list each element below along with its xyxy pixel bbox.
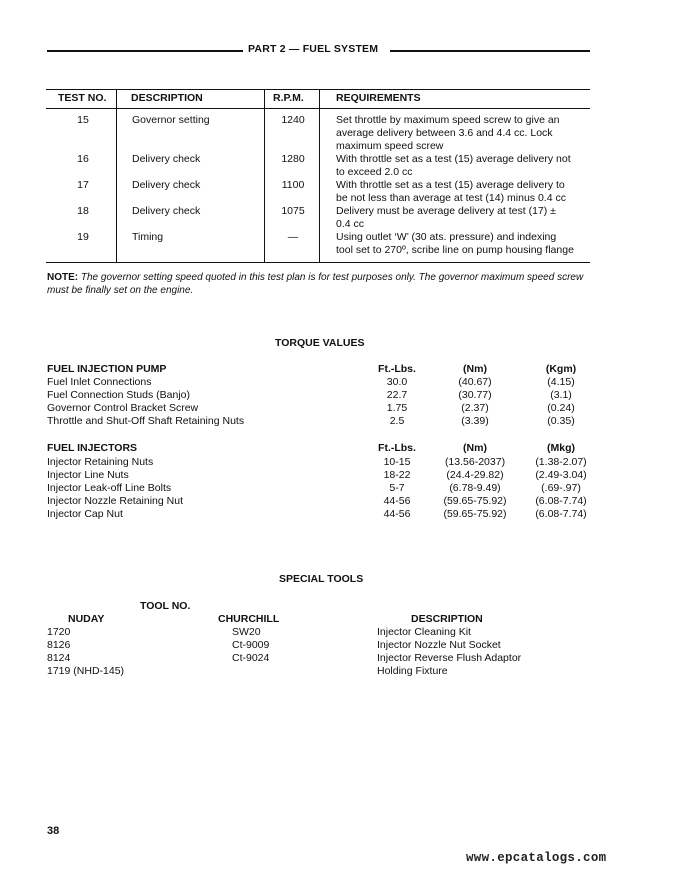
torque-col-header: Ft.-Lbs.	[378, 442, 416, 454]
test-no: 15	[77, 114, 89, 126]
torque-ftlbs: 30.0	[386, 376, 408, 388]
table-header-description: DESCRIPTION	[131, 92, 203, 104]
table-top-rule	[46, 89, 590, 90]
test-requirement-line: be not less than average at test (14) minus 0.4 cc	[336, 192, 566, 204]
torque-ftlbs: 2.5	[389, 415, 405, 427]
torque-nm: (6.78-9.49)	[449, 482, 501, 494]
torque-item: Injector Retaining Nuts	[47, 456, 154, 468]
test-requirement-line: tool set to 270º, scribe line on pump housing flange	[336, 244, 574, 256]
note-paragraph	[47, 271, 607, 297]
torque-kgm: (6.08-7.74)	[535, 508, 587, 520]
tool-churchill: Ct-9009	[232, 639, 270, 651]
test-no: 19	[77, 231, 89, 243]
test-description: Timing	[132, 231, 164, 243]
table-header-rule	[46, 108, 590, 109]
test-no: 16	[77, 153, 89, 165]
torque-nm: (2.37)	[461, 402, 489, 414]
note-text: The governor setting speed quoted in this test plan is for test purposes only. The governor maximum speed screw must be finally set on the engine.	[47, 272, 584, 296]
torque-col-header: (Nm)	[463, 363, 487, 375]
header-rule-right	[390, 50, 590, 52]
tool-description: Injector Reverse Flush Adaptor	[377, 652, 522, 664]
torque-kgm: (6.08-7.74)	[535, 495, 587, 507]
tools-header-nuday: NUDAY	[68, 613, 105, 625]
test-requirement-line: With throttle set as a test (15) average delivery to	[336, 179, 565, 191]
test-requirement-line: Set throttle by maximum speed screw to give an	[336, 114, 560, 126]
torque-kgm: (0.24)	[547, 402, 575, 414]
test-requirement-line: average delivery between 3.6 and 4.4 cc. Lock	[336, 127, 553, 139]
tools-header-description: DESCRIPTION	[411, 613, 483, 625]
torque-ftlbs: 1.75	[386, 402, 408, 414]
table-col-divider	[264, 89, 265, 262]
torque-group-heading: FUEL INJECTION PUMP	[47, 363, 167, 375]
torque-item: Governor Control Bracket Screw	[47, 402, 199, 414]
test-rpm: 1100	[281, 179, 305, 191]
torque-item: Throttle and Shut-Off Shaft Retaining Nuts	[47, 415, 245, 427]
test-description: Governor setting	[132, 114, 210, 126]
test-requirement-line: Using outlet ‘W’ (30 ats. pressure) and indexing	[336, 231, 557, 243]
torque-kgm: (0.35)	[547, 415, 575, 427]
table-header-rpm: R.P.M.	[273, 92, 304, 104]
torque-kgm: (.69-.97)	[541, 482, 581, 494]
torque-nm: (24.4-29.82)	[446, 469, 504, 481]
test-description: Delivery check	[132, 153, 201, 165]
section-title: PART 2 — FUEL SYSTEM	[248, 43, 379, 55]
torque-item: Fuel Inlet Connections	[47, 376, 152, 388]
header-rule-left	[47, 50, 243, 52]
tool-description: Injector Cleaning Kit	[377, 626, 471, 638]
torque-item: Injector Leak-off Line Bolts	[47, 482, 172, 494]
test-requirement-line: to exceed 2.0 cc	[336, 166, 413, 178]
tool-nuday: 8124	[47, 652, 71, 664]
test-rpm: —	[287, 231, 299, 243]
torque-ftlbs: 10-15	[383, 456, 411, 468]
table-header-test-no: TEST NO.	[58, 92, 107, 104]
tool-nuday: 8126	[47, 639, 71, 651]
tool-description: Injector Nozzle Nut Socket	[377, 639, 501, 651]
torque-item: Injector Nozzle Retaining Nut	[47, 495, 183, 507]
table-bottom-rule	[46, 262, 590, 263]
test-requirement-line: With throttle set as a test (15) average delivery not	[336, 153, 571, 165]
test-description: Delivery check	[132, 205, 201, 217]
torque-ftlbs: 5-7	[389, 482, 405, 494]
test-requirement-line: Delivery must be average delivery at test (17) ±	[336, 205, 556, 217]
torque-kgm: (4.15)	[547, 376, 575, 388]
torque-ftlbs: 44-56	[383, 495, 411, 507]
test-rpm: 1240	[281, 114, 305, 126]
torque-ftlbs: 44-56	[383, 508, 411, 520]
torque-kgm: (3.1)	[550, 389, 572, 401]
torque-nm: (59.65-75.92)	[443, 495, 507, 507]
torque-nm: (13.56-2037)	[444, 456, 506, 468]
test-no: 18	[77, 205, 89, 217]
test-requirement-line: maximum speed screw	[336, 140, 444, 152]
tool-description: Holding Fixture	[377, 665, 448, 677]
torque-item: Injector Cap Nut	[47, 508, 123, 520]
torque-nm: (40.67)	[458, 376, 492, 388]
torque-kgm: (2.49-3.04)	[535, 469, 587, 481]
torque-nm: (3.39)	[461, 415, 489, 427]
tools-header-churchill: CHURCHILL	[218, 613, 280, 625]
test-no: 17	[77, 179, 89, 191]
torque-ftlbs: 18-22	[383, 469, 411, 481]
tool-churchill: SW20	[232, 626, 261, 638]
torque-nm: (59.65-75.92)	[443, 508, 507, 520]
note-label: NOTE:	[47, 272, 79, 283]
torque-col-header: (Mkg)	[547, 442, 575, 454]
table-col-divider	[116, 89, 117, 262]
table-header-requirements: REQUIREMENTS	[336, 92, 421, 104]
tools-tool-no-label: TOOL NO.	[140, 600, 191, 612]
table-col-divider	[319, 89, 320, 262]
test-requirement-line: 0.4 cc	[336, 218, 365, 230]
torque-group-heading: FUEL INJECTORS	[47, 442, 138, 454]
page-number: 38	[47, 825, 60, 837]
tool-nuday: 1719 (NHD-145)	[47, 665, 125, 677]
torque-nm: (30.77)	[458, 389, 492, 401]
torque-item: Fuel Connection Studs (Banjo)	[47, 389, 190, 401]
torque-col-header: Ft.-Lbs.	[378, 363, 416, 375]
torque-kgm: (1.38-2.07)	[535, 456, 587, 468]
tool-churchill: Ct-9024	[232, 652, 270, 664]
watermark-url: www.epcatalogs.com	[466, 851, 607, 865]
torque-title: TORQUE VALUES	[275, 337, 365, 349]
torque-col-header: (Nm)	[463, 442, 487, 454]
test-rpm: 1075	[281, 205, 305, 217]
torque-item: Injector Line Nuts	[47, 469, 129, 481]
torque-ftlbs: 22.7	[386, 389, 408, 401]
torque-col-header: (Kgm)	[545, 363, 577, 375]
tool-nuday: 1720	[47, 626, 71, 638]
test-rpm: 1280	[281, 153, 305, 165]
test-description: Delivery check	[132, 179, 201, 191]
tools-title: SPECIAL TOOLS	[279, 573, 364, 585]
